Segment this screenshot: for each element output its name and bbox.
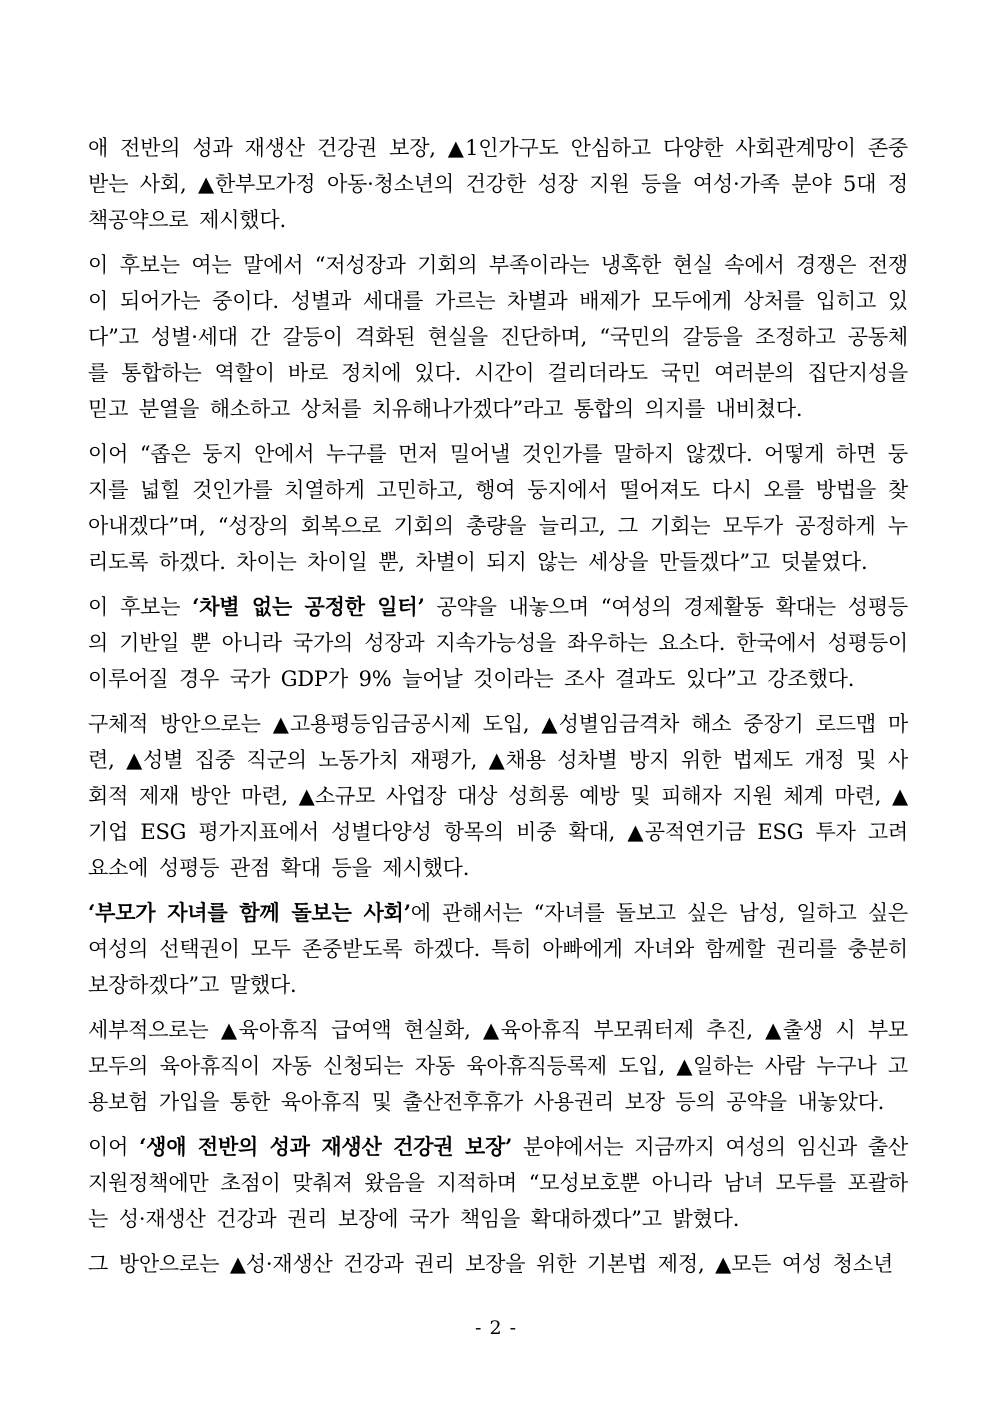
- paragraph: [88, 436, 908, 580]
- text-run: 세부적으로는 ▲육아휴직 급여액 현실화, ▲육아휴직 부모쿼터제 추진, ▲출생 시 부모 모두의 육아휴직이 자동 신청되는 자동 육아휴직등록제 도입, ▲일하는 사람 누구나 고용보험 가입을 통한 육아휴직 및 출산전후휴가 사용권리 보장 등의 공약을 내놓았다.: [88, 1018, 908, 1114]
- page-number: - 2 -: [474, 1317, 517, 1339]
- text-run: 분야에서는 지금까지 여성의 임신과 출산 지원정책에만 초점이 맞춰져 왔음을 지적하며 “모성보호뿐 아니라 남녀 모두를 포괄하는 성·재생산 건강과 권리 보장에 국가 책임을 확대하겠다”고 밝혔다.: [88, 1135, 908, 1231]
- paragraph: [88, 130, 908, 238]
- text-run: 애 전반의 성과 재생산 건강권 보장, ▲1인가구도 안심하고 다양한 사회관계망이 존중받는 사회, ▲한부모가정 아동·청소년의 건강한 성장 지원 등을 여성·가족 분야 5대 정책공약으로 제시했다.: [88, 136, 908, 232]
- pledge-title-fair-workplace: ‘차별 없는 공정한 일터’: [192, 594, 425, 619]
- text-run: 이 후보는 여는 말에서 “저성장과 기회의 부족이라는 냉혹한 현실 속에서 경쟁은 전쟁이 되어가는 중이다. 성별과 세대를 가르는 차별과 배제가 모두에게 상처를 입히고 있다”고 성별·세대 간 갈등이 격화된 현실을 진단하며, “국민의 갈등을 조정하고 공동체를 통합하는 역할이 바로 정치에 있다. 시간이 걸리더라도 국민 여러분의 집단지성을 믿고 분열을 해소하고 상처를 치유해나가겠다”라고 통합의 의지를 내비쳤다.: [88, 253, 908, 421]
- paragraph: [88, 1012, 908, 1120]
- document-body: [88, 130, 908, 1282]
- text-run: 이 후보는: [88, 595, 193, 619]
- pledge-title-co-parenting-society: ‘부모가 자녀를 함께 돌보는 사회’: [88, 900, 411, 925]
- text-run: 이어 “좁은 둥지 안에서 누구를 먼저 밀어낼 것인가를 말하지 않겠다. 어떻게 하면 둥지를 넓힐 것인가를 치열하게 고민하고, 행여 둥지에서 떨어져도 다시 오를 방법을 찾아내겠다”며, “성장의 회복으로 기회의 총량을 늘리고, 그 기회는 모두가 공정하게 누리도록 하겠다. 차이는 차이일 뿐, 차별이 되지 않는 세상을 만들겠다”고 덧붙였다.: [88, 442, 908, 574]
- paragraph: [88, 247, 908, 427]
- text-run: 공약을 내놓으며 “여성의 경제활동 확대는 성평등의 기반일 뿐 아니라 국가의 성장과 지속가능성을 좌우하는 요소다. 한국에서 성평등이 이루어질 경우 국가 GDP가 9% 늘어날 것이라는 조사 결과도 있다”고 강조했다.: [88, 595, 909, 691]
- pledge-title-reproductive-health-rights: ‘생애 전반의 성과 재생산 건강권 보장’: [139, 1134, 513, 1159]
- paragraph: [88, 1246, 908, 1282]
- paragraph: [88, 706, 908, 886]
- paragraph: [88, 895, 908, 1003]
- text-run: 에 관해서는 “자녀를 돌보고 싶은 남성, 일하고 싶은 여성의 선택권이 모두 존중받도록 하겠다. 특히 아빠에게 자녀와 함께할 권리를 충분히 보장하겠다”고 말했다.: [88, 901, 908, 997]
- text-run: 이어: [88, 1135, 140, 1159]
- paragraph: [88, 1129, 908, 1237]
- text-run: 그 방안으로는 ▲성·재생산 건강과 권리 보장을 위한 기본법 제정, ▲모든 여성 청소년: [88, 1252, 894, 1276]
- paragraph: [88, 589, 908, 697]
- text-run: 구체적 방안으로는 ▲고용평등임금공시제 도입, ▲성별임금격차 해소 중장기 로드맵 마련, ▲성별 집중 직군의 노동가치 재평가, ▲채용 성차별 방지 위한 법제도 개정 및 사회적 제재 방안 마련, ▲소규모 사업장 대상 성희롱 예방 및 피해자 지원 체계 마련, ▲기업 ESG 평가지표에서 성별다양성 항목의 비중 확대, ▲공적연기금 ESG 투자 고려요소에 성평등 관점 확대 등을 제시했다.: [88, 712, 908, 880]
